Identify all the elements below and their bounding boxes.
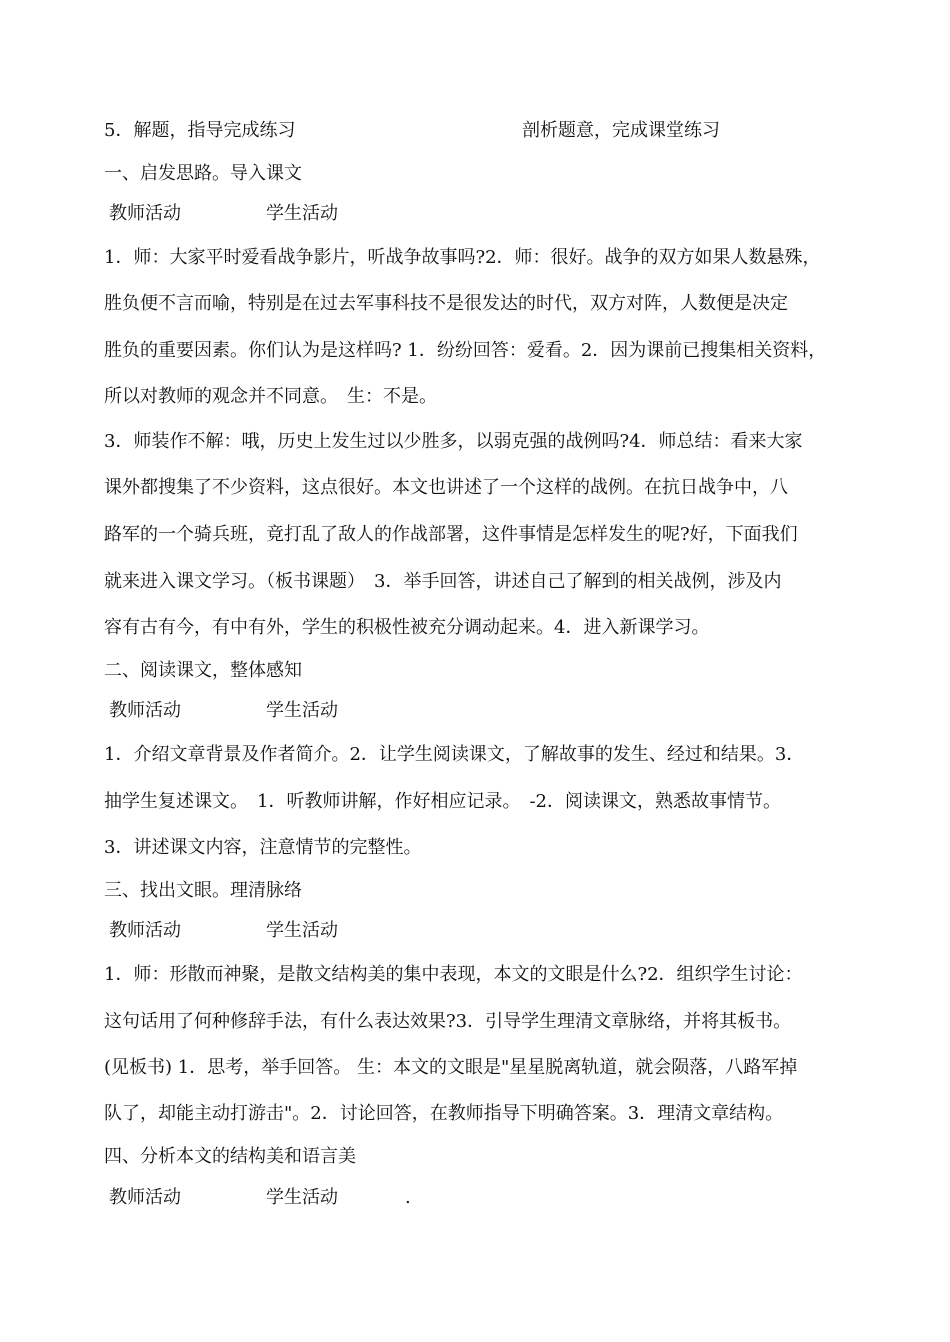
section2-teacher-label: 教师活动 xyxy=(109,700,181,721)
section3-line: 1．师：形散而神聚，是散文结构美的集中表现，本文的文眼是什么?2．组织学生讨论： xyxy=(104,964,803,985)
section1-line: 胜负便不言而喻，特别是在过去军事科技不是很发达的时代，双方对阵，人数便是决定 xyxy=(104,293,788,314)
section3-line: (见板书) 1．思考，举手回答。 生：本文的文眼是"星星脱离轨道，就会陨落，八路军掉 xyxy=(104,1057,798,1078)
section2-heading: 二、阅读课文，整体感知 xyxy=(104,660,302,681)
section2-student-label: 学生活动 xyxy=(266,700,338,721)
section1-heading: 一、启发思路。导入课文 xyxy=(104,163,302,184)
section3-student-label: 学生活动 xyxy=(266,920,338,941)
section2-line: 1．介绍文章背景及作者简介。2．让学生阅读课文，了解故事的发生、经过和结果。3． xyxy=(104,744,805,765)
section3-teacher-label: 教师活动 xyxy=(109,920,181,941)
section3-line: 队了，却能主动打游击"。2．讨论回答，在教师指导下明确答案。3．理清文章结构。 xyxy=(104,1103,784,1124)
section4-student-label: 学生活动 xyxy=(266,1187,338,1208)
section2-line: 3．讲述课文内容，注意情节的完整性。 xyxy=(104,837,422,858)
section4-heading: 四、分析本文的结构美和语言美 xyxy=(104,1146,356,1167)
section1-line: 1．师：大家平时爱看战争影片，听战争故事吗?2．师：很好。战争的双方如果人数悬殊， xyxy=(104,247,821,268)
section1-student-label: 学生活动 xyxy=(266,203,338,224)
section1-line: 所以对教师的观念并不同意。 生：不是。 xyxy=(104,386,437,407)
section1-line: 就来进入课文学习。（板书课题） 3．举手回答，讲述自己了解到的相关战例，涉及内 xyxy=(104,571,782,592)
section4-teacher-label: 教师活动 xyxy=(109,1187,181,1208)
section3-heading: 三、找出文眼。理清脉络 xyxy=(104,880,302,901)
section4-trailing-mark: . xyxy=(405,1187,411,1208)
section1-line: 容有古有今，有中有外，学生的积极性被充分调动起来。4．进入新课学习。 xyxy=(104,617,710,638)
item5-left: 5．解题，指导完成练习 xyxy=(104,120,296,141)
section3-line: 这句话用了何种修辞手法，有什么表达效果?3．引导学生理清文章脉络，并将其板书。 xyxy=(104,1011,792,1032)
item5-right: 剖析题意，完成课堂练习 xyxy=(522,120,720,141)
section1-line: 课外都搜集了不少资料，这点很好。本文也讲述了一个这样的战例。在抗日战争中，八 xyxy=(104,477,788,498)
section1-line: 路军的一个骑兵班，竟打乱了敌人的作战部署，这件事情是怎样发生的呢?好，下面我们 xyxy=(104,524,798,545)
section2-line: 抽学生复述课文。 1．听教师讲解，作好相应记录。 -2．阅读课文，熟悉故事情节。 xyxy=(104,791,781,812)
section1-teacher-label: 教师活动 xyxy=(109,203,181,224)
section1-line: 3．师装作不解：哦，历史上发生过以少胜多，以弱克强的战例吗?4．师总结：看来大家 xyxy=(104,431,803,452)
section1-line: 胜负的重要因素。你们认为是这样吗? 1．纷纷回答：爱看。2．因为课前已搜集相关资料， xyxy=(104,340,827,361)
